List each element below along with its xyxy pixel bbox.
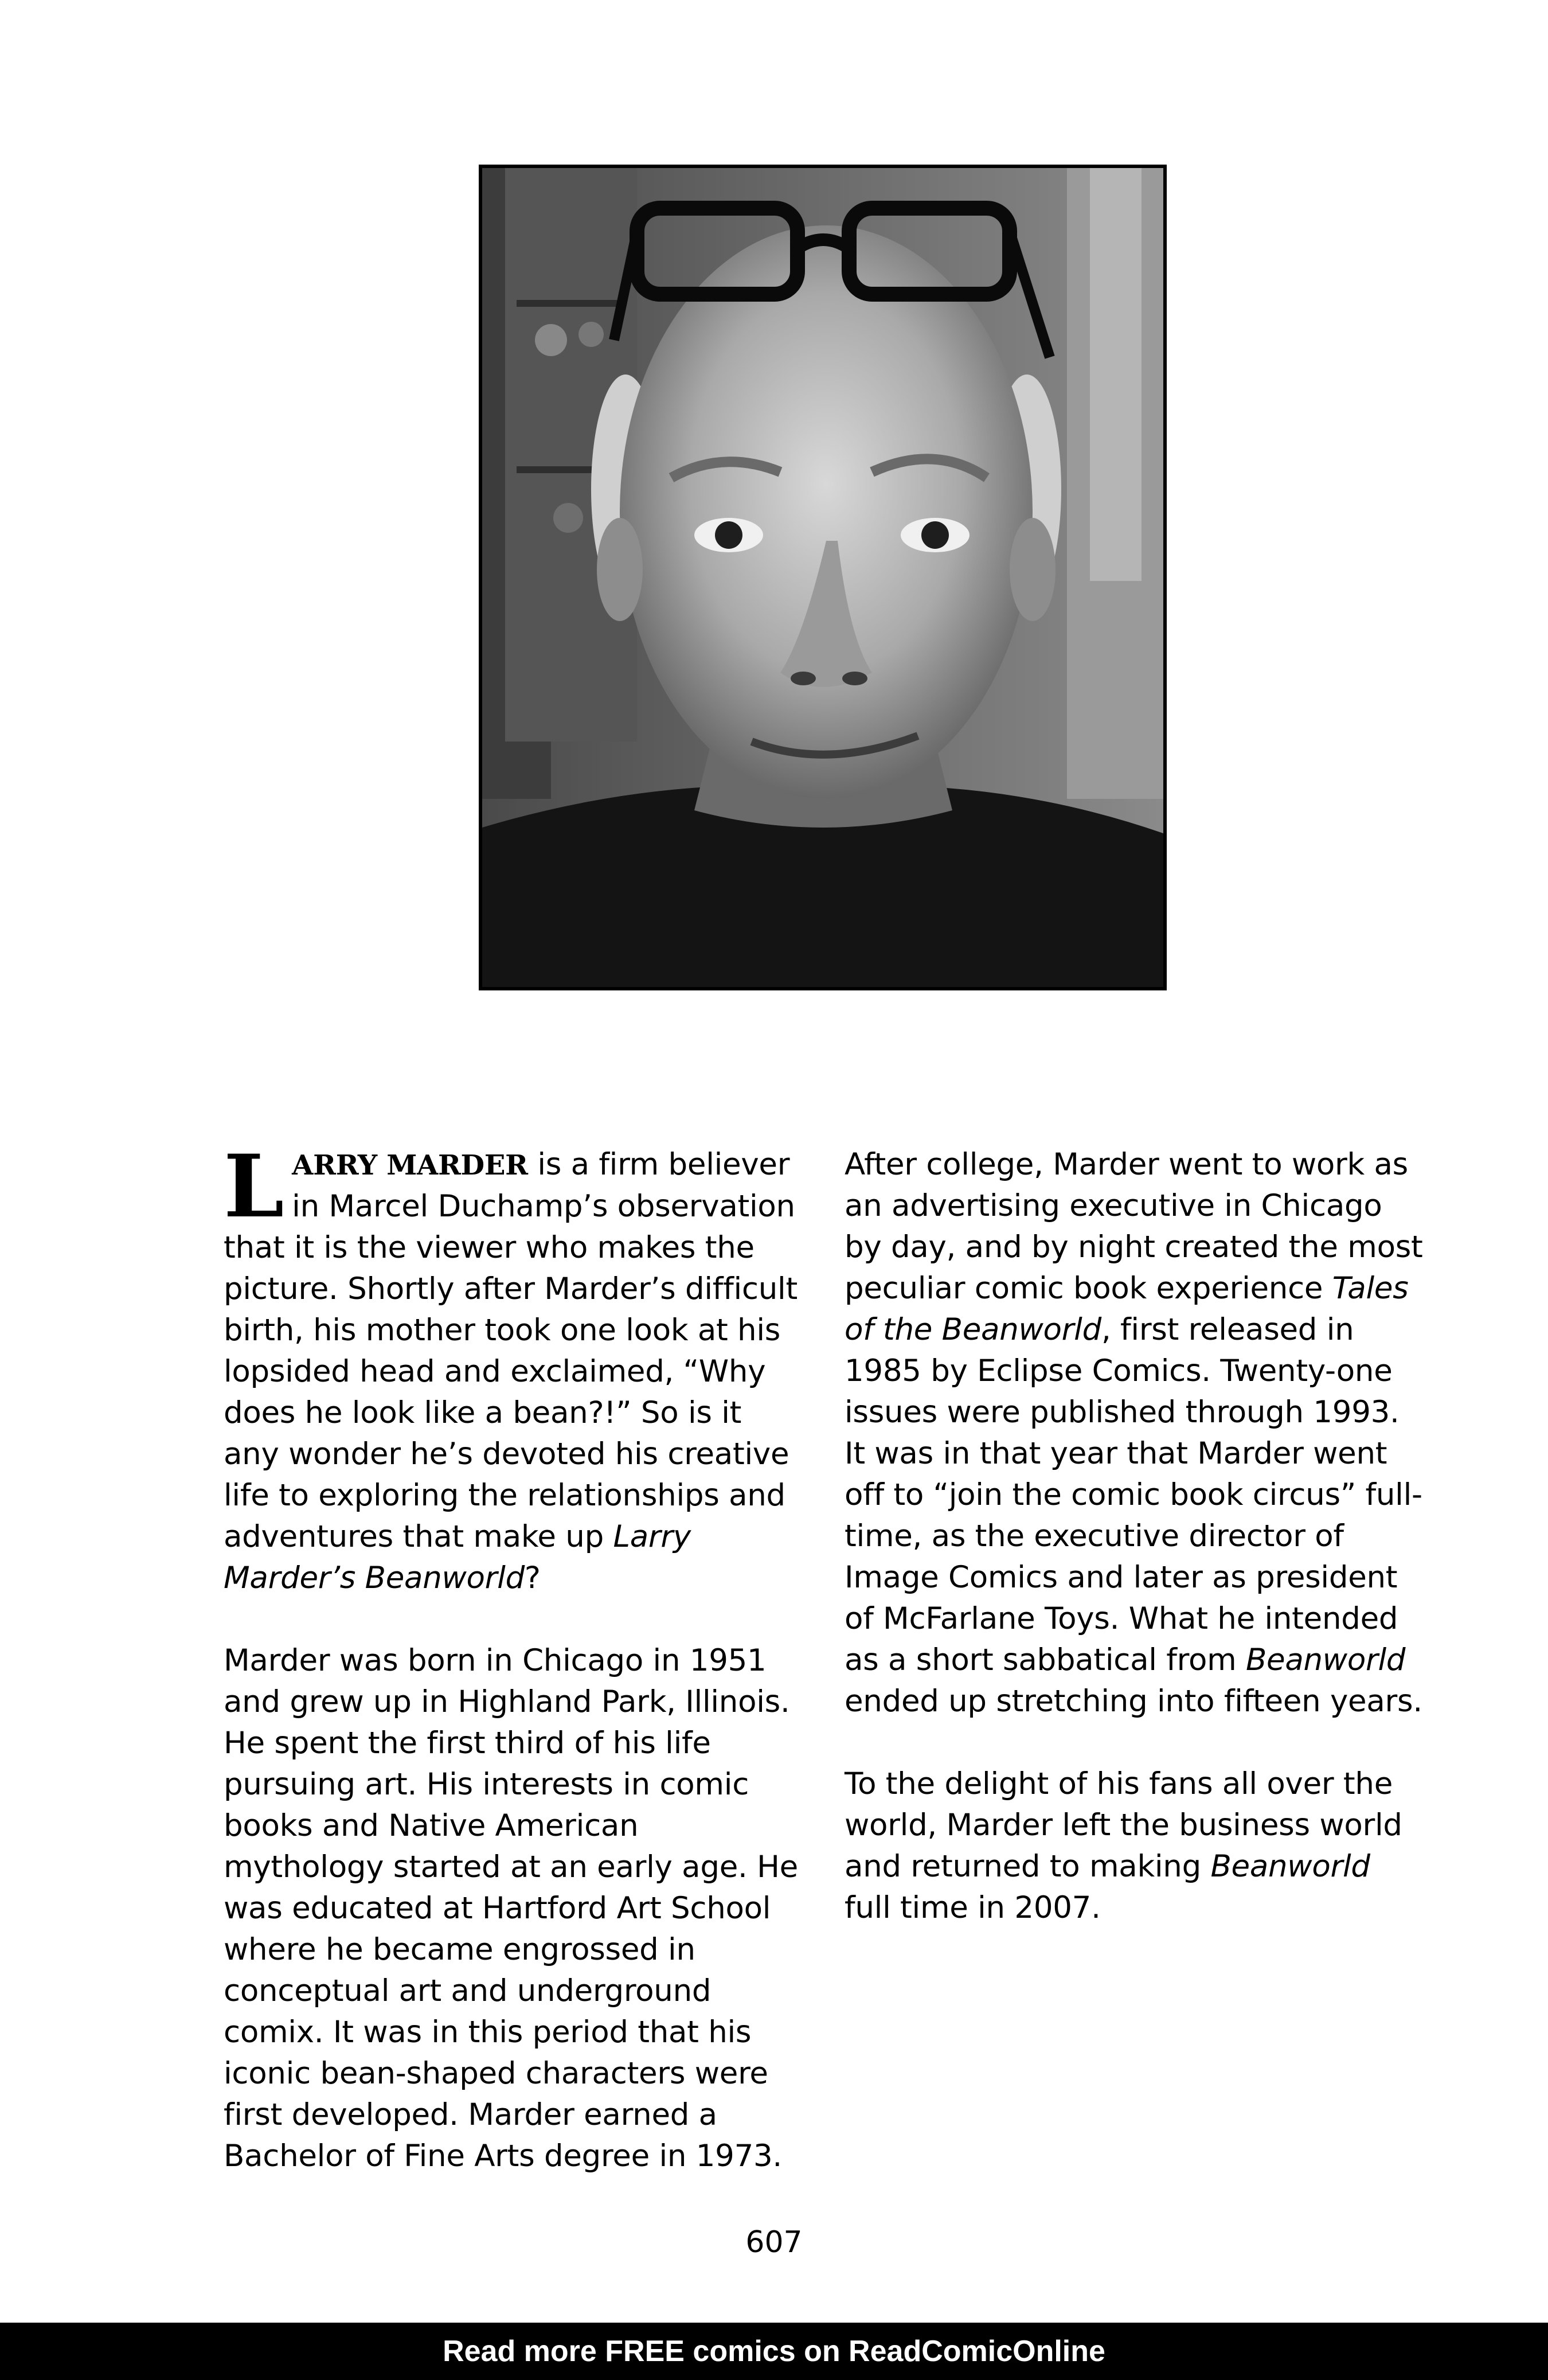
left-column (224, 1136, 803, 2218)
paragraph-4-part-b: full time in 2007. (845, 1890, 1101, 1925)
right-column (845, 1144, 1424, 1970)
portrait-illustration (482, 168, 1163, 987)
book-title: Larry Marder’s Beanworld (224, 1519, 691, 1595)
page-number: 607 (745, 2225, 803, 2260)
bio-paragraph-2: Marder was born in Chicago in 1951 and grew up in Highland Park, Illinois. He spent the first third of his life pursuing art. His interests in comic books and Native American mythology started at an early age. He was educated at Hartford Art School where he became engrossed in conceptual art and underground comix. It was in this period that his iconic bean-shaped characters were first developed. Marder earned a Bachelor of Fine Arts degree in 1973. (224, 1643, 798, 2174)
paragraph-1-text: is a firm believer in Marcel Duchamp’s observation that it is the viewer who makes the picture. Shortly after Marder’s difficult birth, his mother took one look at his lopsided head and exclaimed, “Why does he look like a bean?!” So is it any wonder he’s devoted his creative life to exploring the relationships and adventures that make up (224, 1147, 798, 1554)
book-title: Beanworld (1245, 1642, 1406, 1677)
book-title: Beanworld (1210, 1849, 1370, 1884)
bio-paragraph-4 (845, 1763, 1424, 1929)
bio-paragraph-1 (224, 1136, 803, 1599)
bio-paragraph-3 (845, 1144, 1424, 1722)
paragraph-1-end: ? (524, 1560, 541, 1595)
paragraph-4-part-a: To the delight of his fans all over the world, Marder left the business world and returned to making (845, 1766, 1402, 1884)
paragraph-3-part-a: After college, Marder went to work as an advertising executive in Chicago by day, and by night created the most peculiar comic book experience (845, 1147, 1423, 1306)
footer-banner-link[interactable]: Read more FREE comics on ReadComicOnline (0, 2323, 1548, 2380)
drop-cap: L (224, 1136, 284, 1237)
portrait-photo (479, 165, 1167, 990)
book-title: Tales of the Beanworld (845, 1271, 1409, 1347)
paragraph-3-part-b: , first released in 1985 by Eclipse Comics. Twenty-one issues were published through 1993. It was in that year that Marder went off to “join the comic book circus” full-time, as the executive director of Image Comics and later as president of McFarlane Toys. What he intended as a short sabbatical from (845, 1312, 1422, 1677)
author-name: ARRY MARDER (292, 1149, 528, 1181)
paragraph-3-part-c: ended up stretching into fifteen years. (845, 1684, 1422, 1719)
